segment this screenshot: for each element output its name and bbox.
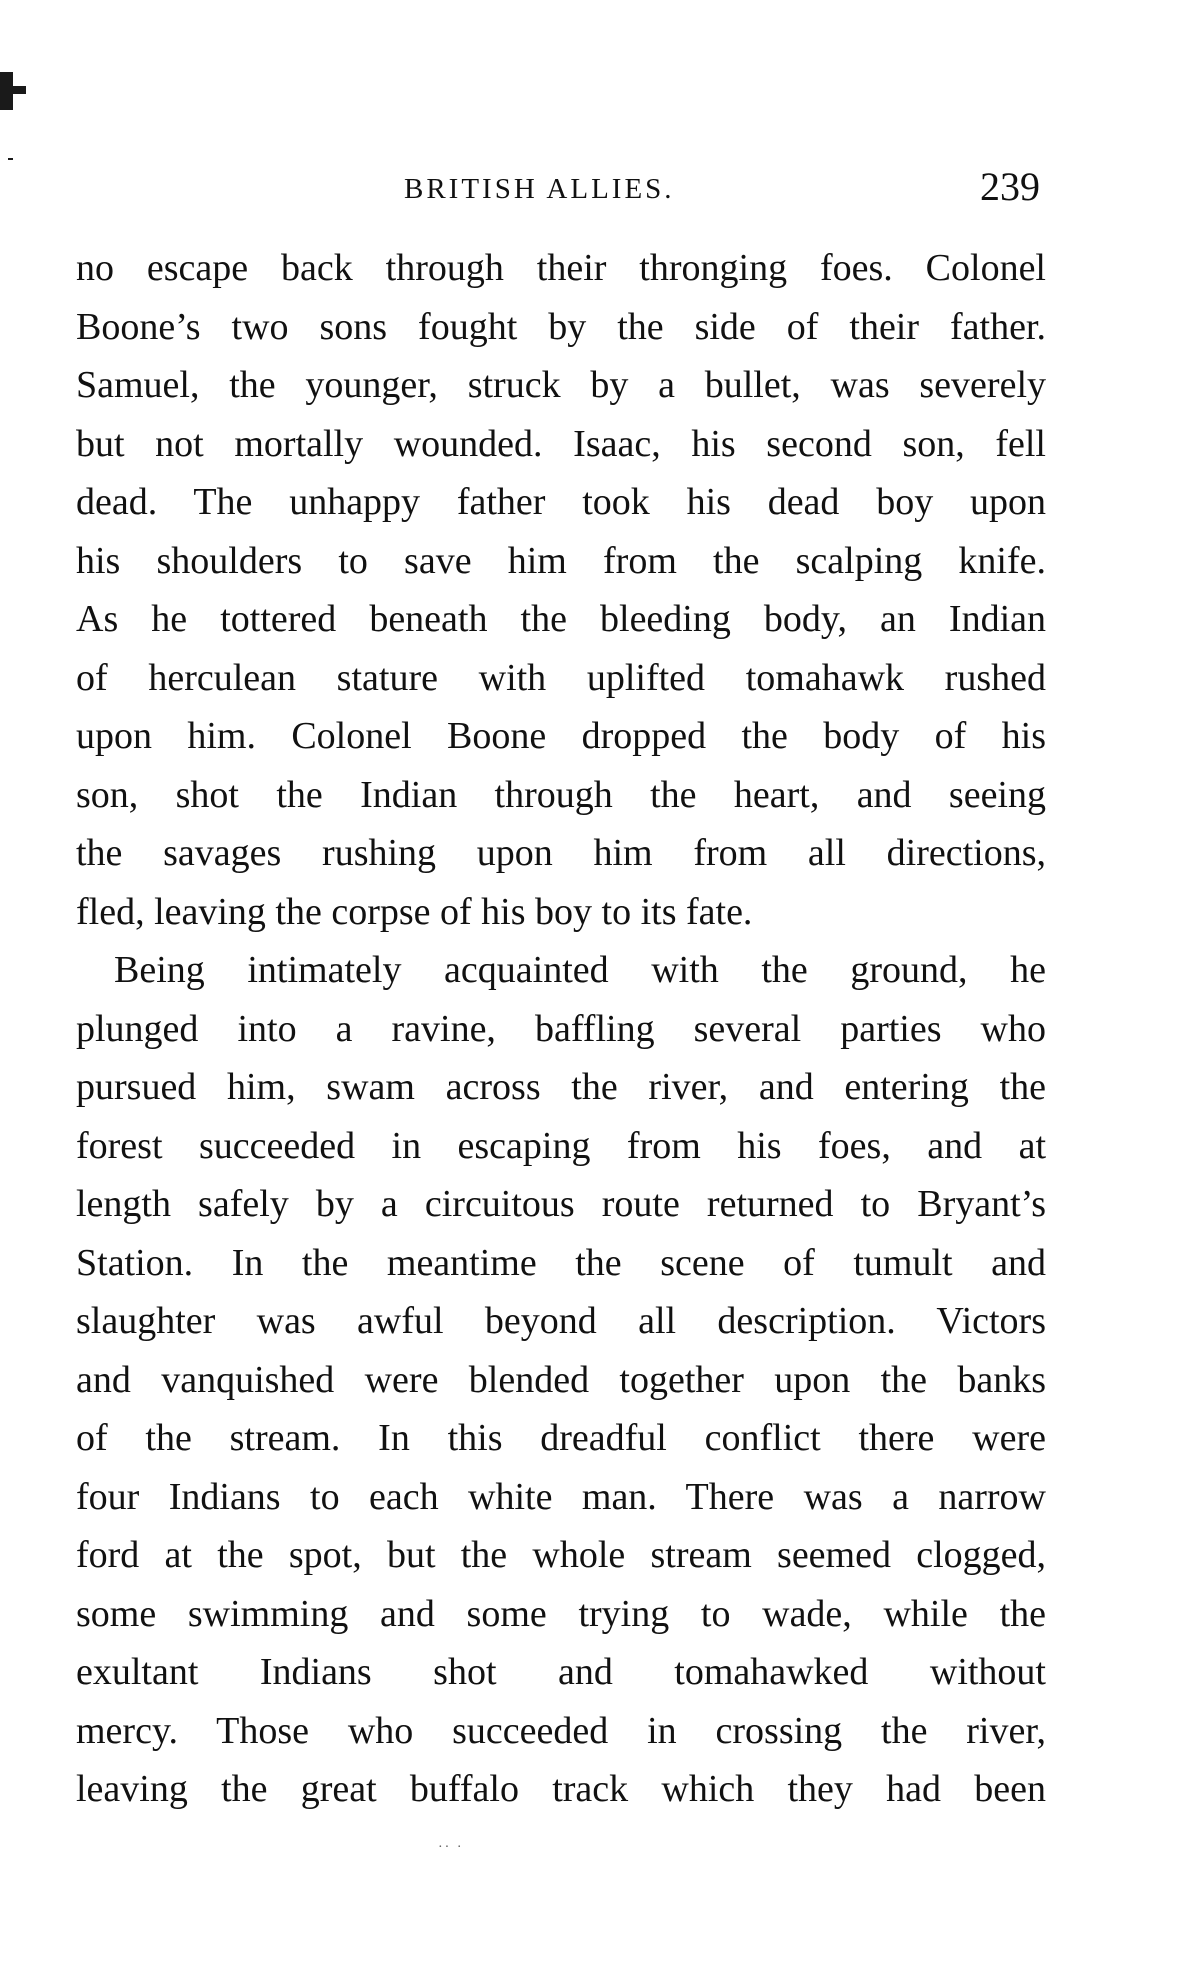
text-line: slaughter was awful beyond all description. Victors — [76, 1300, 1046, 1342]
text-line: son, shot the Indian through the heart, and seeing — [76, 773, 1046, 816]
text-line: Station. In the meantime the scene of tumult and — [76, 1241, 1046, 1284]
text-line: forest succeeded in escaping from his foes, and at — [76, 1124, 1046, 1167]
text-line: of the stream. In this dreadful conflict there were — [76, 1417, 1046, 1459]
body-text — [76, 239, 1046, 1819]
text-line: As he tottered beneath the bleeding body, an Indian — [76, 598, 1046, 640]
text-line: of herculean stature with uplifted tomahawk rushed — [76, 656, 1046, 699]
text-line: leaving the great buffalo track which they had been — [76, 1768, 1046, 1810]
text-line: ford at the spot, but the whole stream seemed clogged, — [76, 1534, 1046, 1576]
text-line: his shoulders to save him from the scalping knife. — [76, 539, 1046, 582]
text-line: some swimming and some trying to wade, while the — [76, 1592, 1046, 1635]
text-line: Samuel, the younger, struck by a bullet, was severely — [76, 364, 1046, 406]
text-line: four Indians to each white man. There was a narrow — [76, 1475, 1046, 1518]
text-line: mercy. Those who succeeded in crossing the river, — [76, 1709, 1046, 1752]
running-title: BRITISH ALLIES. — [404, 173, 675, 205]
running-head — [0, 164, 1192, 214]
text-line: Being intimately acquainted with the ground, he — [114, 949, 1046, 991]
text-line: pursued him, swam across the river, and entering the — [76, 1066, 1046, 1108]
text-line: length safely by a circuitous route returned to Bryant’s — [76, 1183, 1046, 1225]
paragraph — [76, 941, 1046, 1819]
text-line: and vanquished were blended together upon the banks — [76, 1358, 1046, 1401]
text-line: plunged into a ravine, baffling several parties who — [76, 1007, 1046, 1050]
text-line: the savages rushing upon him from all directions, — [76, 832, 1046, 874]
ink-blot-mark — [10, 86, 26, 94]
text-line: no escape back through their thronging foes. Colonel — [76, 247, 1046, 289]
text-line: fled, leaving the corpse of his boy to its fate. — [76, 890, 753, 933]
text-line: upon him. Colonel Boone dropped the body of his — [76, 715, 1046, 757]
text-line: Boone’s two sons fought by the side of their father. — [76, 305, 1046, 348]
page-number: 239 — [980, 164, 1040, 209]
text-line: but not mortally wounded. Isaac, his second son, fell — [76, 422, 1046, 465]
ink-dot-mark — [8, 158, 13, 160]
paragraph — [76, 239, 1046, 941]
text-line: dead. The unhappy father took his dead boy upon — [76, 481, 1046, 523]
footer-signature-mark: ·· · — [438, 1840, 464, 1855]
text-line: exultant Indians shot and tomahawked without — [76, 1651, 1046, 1693]
